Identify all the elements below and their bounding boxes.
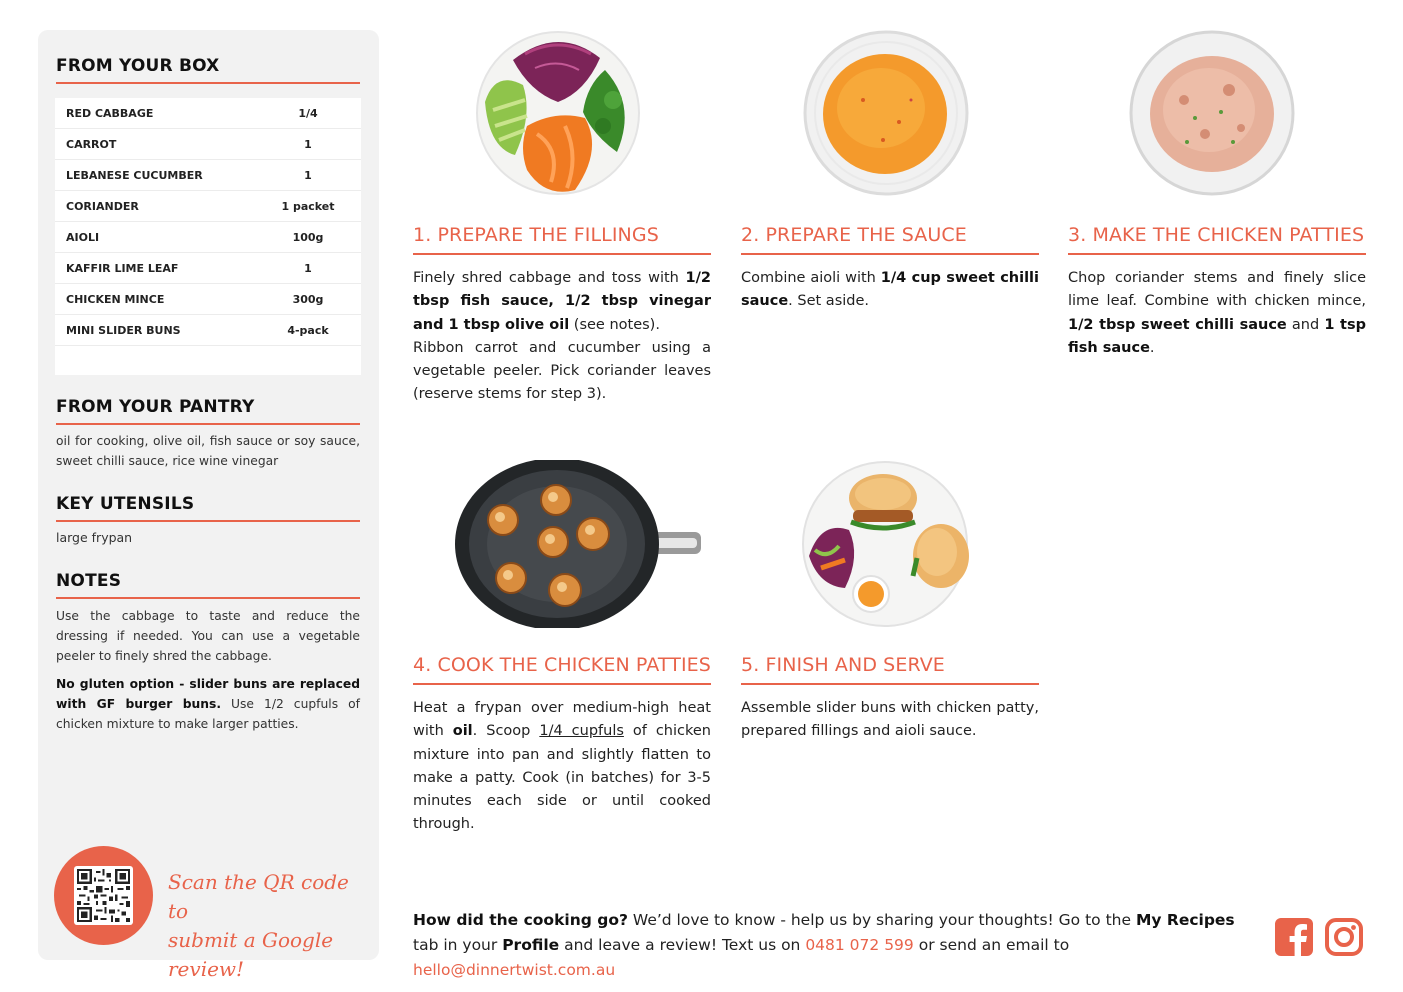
divider <box>413 683 711 685</box>
pantry-text: oil for cooking, olive oil, fish sauce or soy sauce, sweet chilli sauce, rice wine vinegar <box>56 434 360 468</box>
step-4-text-e: of chicken mixture into pan and slightly flatten to make a patty. Cook (in batches) for 3-5 minutes each side or until cooked through. <box>413 723 711 833</box>
step-1-text-bold: 1/2 tbsp fish sauce, 1/2 tbsp vinegar and 1 tbsp olive oil <box>413 270 711 333</box>
step-2-text-a: Combine aioli with <box>741 270 881 286</box>
step-1-text-c: (see notes). <box>569 316 660 333</box>
step-2-text-bold: 1/4 cup sweet chilli sauce <box>741 270 1039 310</box>
step-1-text-p2: Ribbon carrot and cucumber using a vegetable peeler. Pick coriander leaves (reserve stems for step 3). <box>413 339 711 403</box>
ingredient-qty: 1 <box>304 137 312 151</box>
footer-text-3: and leave a review! Text us on <box>559 936 806 954</box>
step-5-title: 5. FINISH AND SERVE <box>741 654 945 676</box>
step-1-text-a: Finely shred cabbage and toss with <box>413 270 686 286</box>
qr-code-icon[interactable] <box>74 866 133 925</box>
qr-caption-line2: submit a Google review! <box>168 928 334 981</box>
notes-heading: NOTES <box>56 571 122 591</box>
step-2-text <box>741 267 1039 314</box>
step-2-text-c: . Set aside. <box>788 293 870 310</box>
divider <box>56 597 360 599</box>
step-4-text-a: Heat a frypan over medium-high heat with <box>413 700 711 740</box>
divider <box>741 683 1039 685</box>
footer-text-2: tab in your <box>413 936 503 954</box>
utensils-text: large frypan <box>56 530 133 545</box>
footer-my-recipes: My Recipes <box>1135 911 1235 929</box>
step-4-text <box>413 697 711 837</box>
ingredient-name: CARROT <box>66 137 117 151</box>
step-5-text: Assemble slider buns with chicken patty, prepared fillings and aioli sauce. <box>741 700 1039 740</box>
patties-mix-photo <box>1129 30 1295 198</box>
qr-badge <box>54 846 153 945</box>
qr-caption <box>168 868 368 984</box>
review-footer <box>413 908 1263 983</box>
step-3-text-e: . <box>1149 339 1155 356</box>
divider <box>413 253 711 255</box>
table-row <box>55 191 361 222</box>
step-3-text-a: Chop coriander stems and finely slice lime leaf. Combine with chicken mince, <box>1068 270 1366 310</box>
ingredient-name: CORIANDER <box>66 199 139 213</box>
step-4-text-bold: oil <box>452 723 473 740</box>
table-row <box>55 253 361 284</box>
table-row <box>55 284 361 315</box>
key-utensils-heading: KEY UTENSILS <box>56 494 195 514</box>
step-1-title: 1. PREPARE THE FILLINGS <box>413 224 659 246</box>
ingredient-qty: 100g <box>292 230 324 244</box>
ingredient-qty: 1 packet <box>281 199 335 213</box>
footer-phone-link[interactable]: 0481 072 599 <box>805 936 914 954</box>
footer-email-link[interactable]: hello@dinnertwist.com.au <box>413 961 616 979</box>
ingredient-qty: 4-pack <box>287 323 329 337</box>
sauce-photo <box>803 30 969 198</box>
ingredient-qty: 1/4 <box>298 106 318 120</box>
divider <box>741 253 1039 255</box>
step-3-text <box>1068 267 1366 360</box>
from-your-box-heading: FROM YOUR BOX <box>56 56 220 76</box>
step-3-title: 3. MAKE THE CHICKEN PATTIES <box>1068 224 1365 246</box>
divider <box>1068 253 1366 255</box>
table-row <box>55 129 361 160</box>
from-your-pantry-heading: FROM YOUR PANTRY <box>56 397 255 417</box>
divider <box>56 423 360 425</box>
ingredient-name: RED CABBAGE <box>66 106 154 120</box>
step-4-text-c: . Scoop <box>472 723 540 740</box>
ingredient-name: AIOLI <box>66 230 100 244</box>
table-row <box>55 315 361 346</box>
footer-text-4: or send an email to <box>913 936 1070 954</box>
box-ingredients-table <box>55 98 361 375</box>
step-4-title: 4. COOK THE CHICKEN PATTIES <box>413 654 711 676</box>
step-4-text-underline: 1/4 cupfuls <box>539 723 624 740</box>
step-3-text-c: and <box>1286 316 1325 333</box>
table-row <box>55 98 361 129</box>
ingredient-qty: 300g <box>292 292 324 306</box>
ingredient-name: LEBANESE CUCUMBER <box>66 168 203 182</box>
step-3-text-bold-2: 1 tsp fish sauce <box>1068 316 1366 356</box>
step-3-text-bold-1: 1/2 tbsp sweet chilli sauce <box>1068 316 1287 333</box>
ingredient-name: KAFFIR LIME LEAF <box>66 261 179 275</box>
step-2-title: 2. PREPARE THE SAUCE <box>741 224 967 246</box>
table-row <box>55 222 361 253</box>
table-row <box>55 160 361 191</box>
ingredient-name: MINI SLIDER BUNS <box>66 323 181 337</box>
frypan-photo <box>455 460 703 628</box>
divider <box>56 82 360 84</box>
divider <box>56 520 360 522</box>
footer-profile: Profile <box>502 936 560 954</box>
step-1-text <box>413 267 711 407</box>
qr-caption-line1: Scan the QR code to <box>168 870 349 923</box>
notes-bold: No gluten option - slider buns are replaced with GF burger buns. <box>56 677 360 711</box>
footer-text-1: We’d love to know - help us by sharing your thoughts! Go to the <box>627 911 1136 929</box>
fillings-photo <box>475 30 641 198</box>
sliders-photo <box>801 460 969 628</box>
notes-text-2 <box>56 674 360 734</box>
ingredients-sidebar <box>38 30 379 981</box>
notes-text-1: Use the cabbage to taste and reduce the dressing if needed. You can use a vegetable peeler to finely shred the cabbage. <box>56 609 360 663</box>
notes-rest: Use 1/2 cupfuls of chicken mixture to make larger patties. <box>56 697 360 731</box>
ingredient-qty: 1 <box>304 261 312 275</box>
instagram-icon[interactable] <box>1325 918 1363 956</box>
footer-question: How did the cooking go? <box>413 911 628 929</box>
ingredient-name: CHICKEN MINCE <box>66 292 165 306</box>
ingredient-qty: 1 <box>304 168 312 182</box>
facebook-icon[interactable] <box>1275 918 1313 956</box>
